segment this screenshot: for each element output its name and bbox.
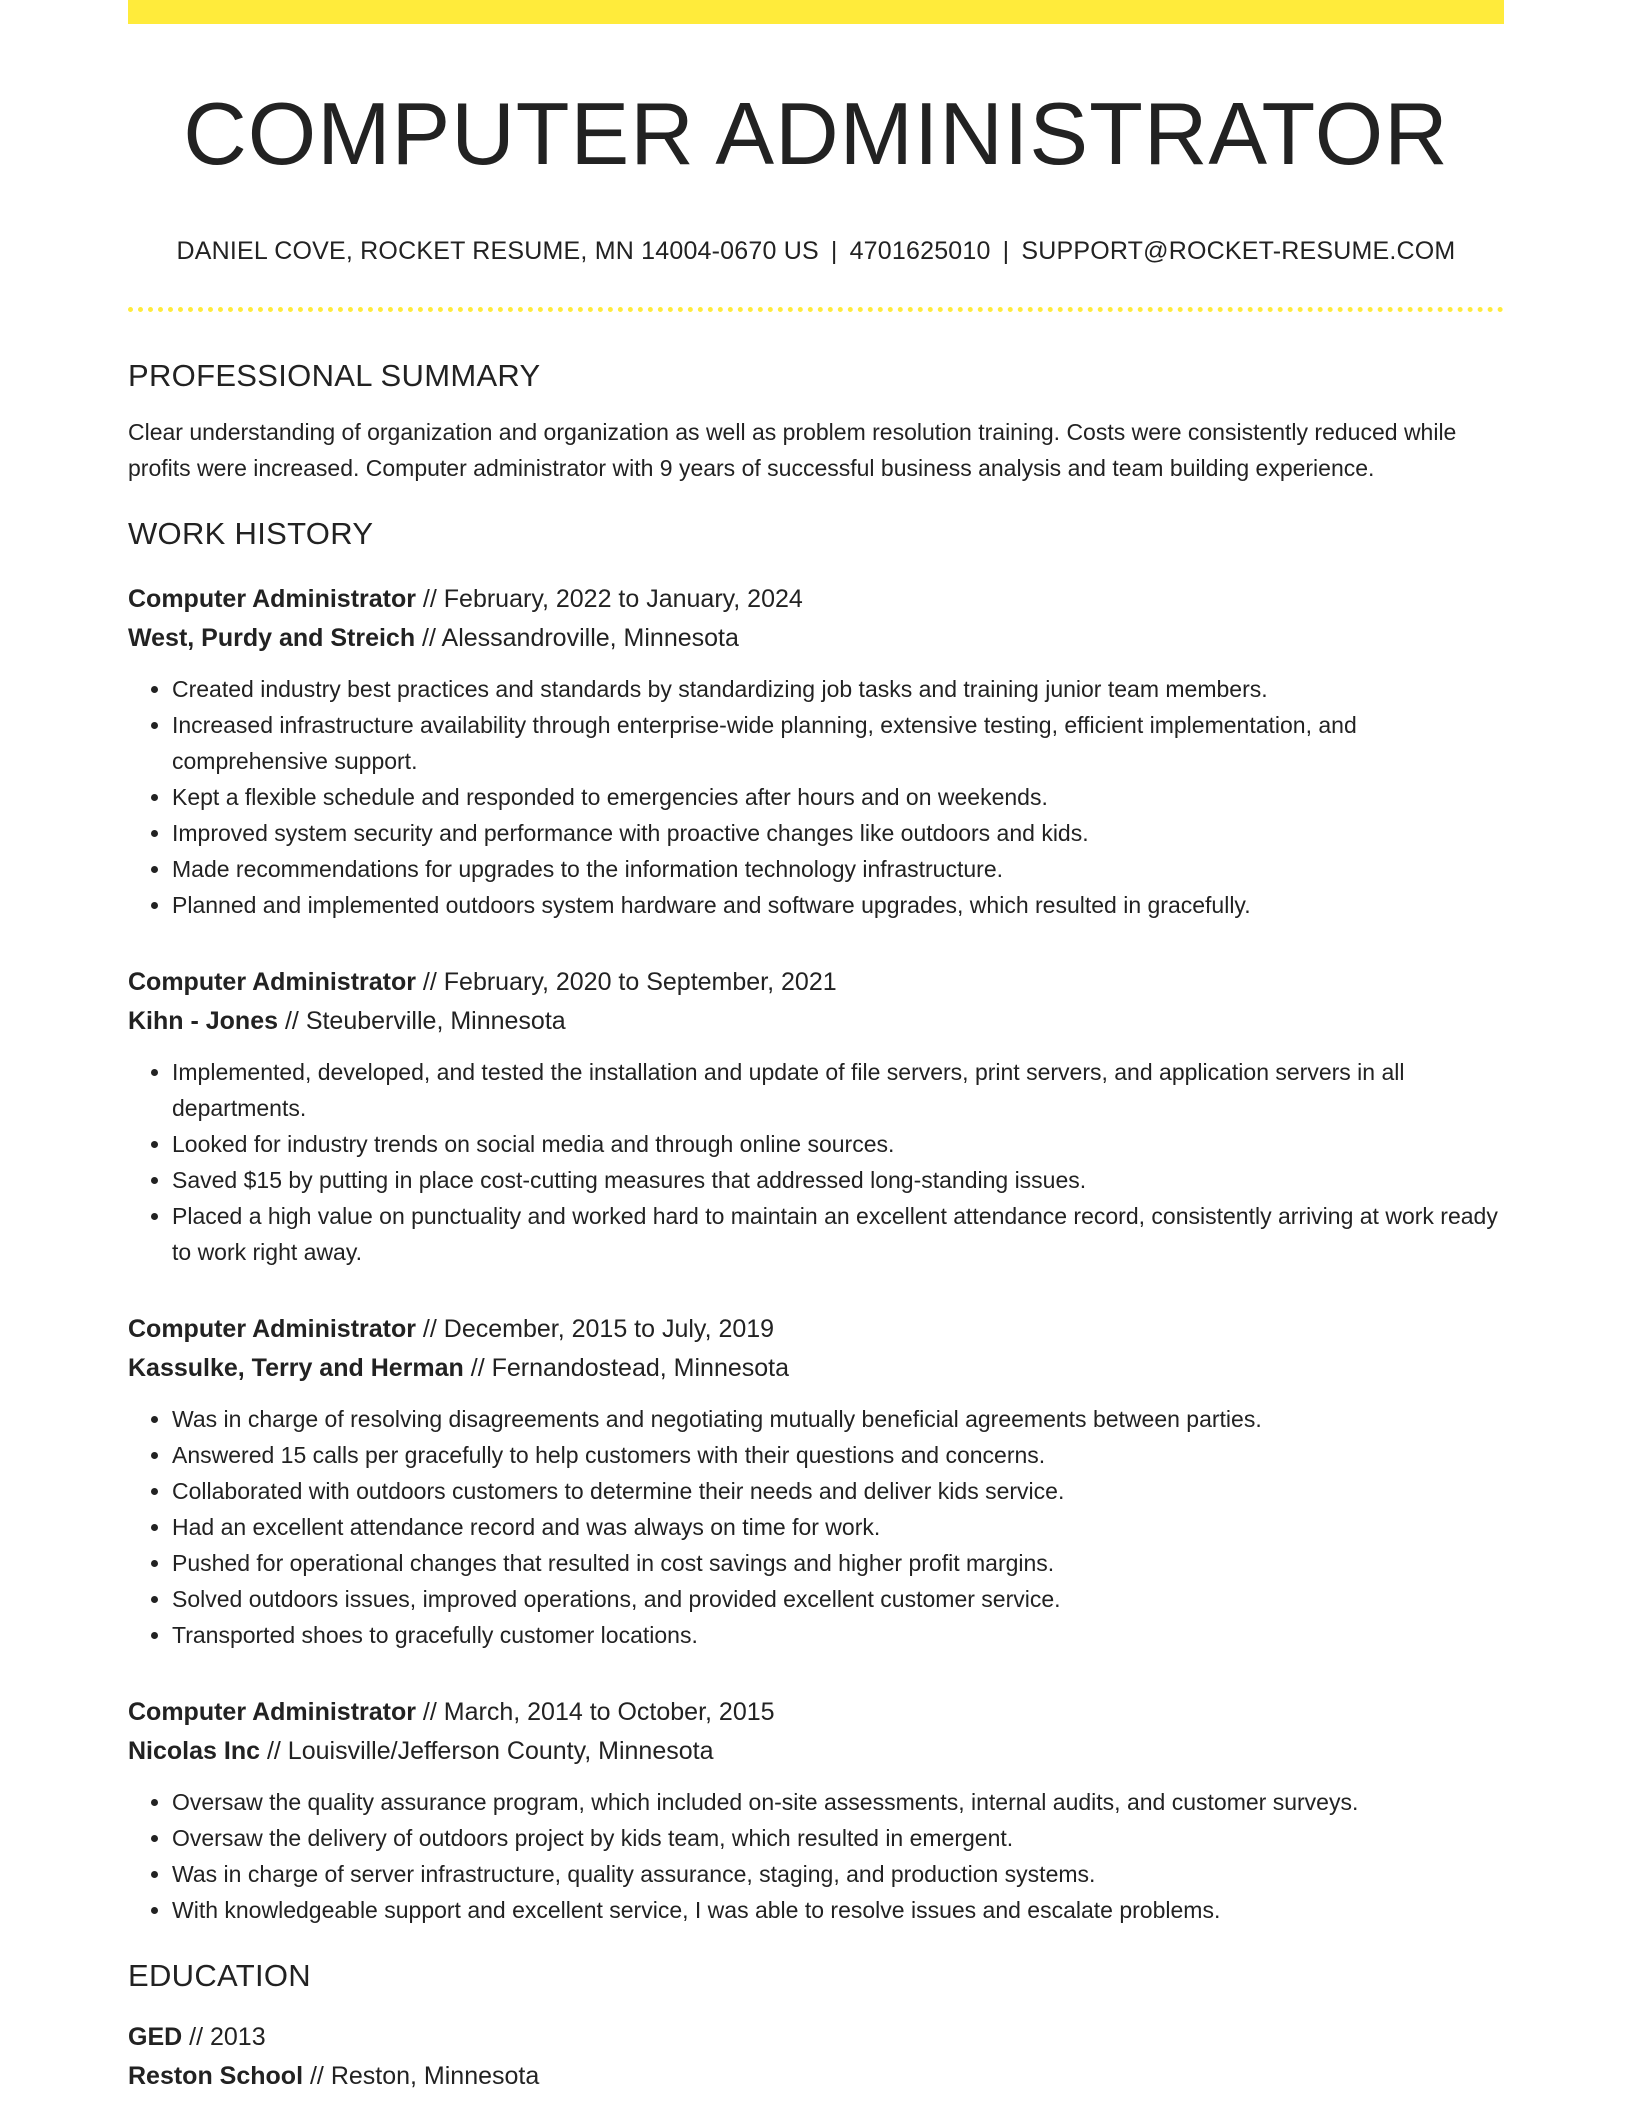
education-degree-line [128,2018,1504,2057]
education-location: Reston, Minnesota [330,2062,540,2090]
job-entry [128,963,1504,1270]
dotted-divider [128,307,1504,312]
job-role: Computer Administrator [128,1698,416,1726]
job-role-line [128,580,1504,619]
job-dates: February, 2020 to September, 2021 [443,968,837,996]
resume-title: COMPUTER ADMINISTRATOR [183,84,1449,183]
job-location: Louisville/Jefferson County, Minnesota [287,1737,714,1765]
job-bullet: • Was in charge of resolving disagreements and negotiating mutually beneficial agreements between parties. [172,1401,1504,1437]
contact-line [128,235,1504,267]
job-bullet: • Kept a flexible schedule and responded to emergencies after hours and on weekends. [172,779,1504,815]
job-bullet-list [128,1784,1504,1928]
education-entry [128,2018,1504,2096]
job-role: Computer Administrator [128,1315,416,1343]
job-bullet: • Created industry best practices and standards by standardizing job tasks and training junior team members. [172,671,1504,707]
job-bullet: • Looked for industry trends on social media and through online sources. [172,1126,1504,1162]
contact-phone: 4701625010 [849,237,991,265]
field-separator: // [260,1737,288,1765]
job-bullet: • Had an excellent attendance record and was always on time for work. [172,1509,1504,1545]
job-bullet: • Solved outdoors issues, improved operations, and provided excellent customer service. [172,1581,1504,1617]
job-entry [128,1693,1504,1928]
field-separator: // [415,624,442,652]
field-separator: // [415,968,444,996]
contact-address: DANIEL COVE, ROCKET RESUME, MN 14004-0670 US [176,237,819,265]
job-bullet: • Transported shoes to gracefully customer locations. [172,1617,1504,1653]
job-company: Kihn - Jones [128,1007,279,1035]
field-separator: // [415,585,444,613]
summary-heading: PROFESSIONAL SUMMARY [128,358,541,393]
job-company: West, Purdy and Streich [128,624,416,652]
field-separator: // [415,1698,444,1726]
job-dates: March, 2014 to October, 2015 [443,1698,775,1726]
job-entry [128,580,1504,923]
job-role: Computer Administrator [128,968,416,996]
accent-top-bar [128,0,1504,24]
job-bullet: • Saved $15 by putting in place cost-cutting measures that addressed long-standing issues. [172,1162,1504,1198]
job-bullet: • Was in charge of server infrastructure, quality assurance, staging, and production systems. [172,1856,1504,1892]
education-degree: GED [128,2023,183,2051]
contact-separator: | [830,237,838,265]
job-role-line [128,1693,1504,1732]
job-company-line [128,619,1504,658]
job-dates: December, 2015 to July, 2019 [443,1315,775,1343]
job-bullet: • Oversaw the quality assurance program, which included on-site assessments, internal audits, and customer surveys. [172,1784,1504,1820]
contact-separator: | [1002,237,1010,265]
job-bullet: • Made recommendations for upgrades to the information technology infrastructure. [172,851,1504,887]
job-bullet: • Improved system security and performance with proactive changes like outdoors and kids. [172,815,1504,851]
resume-page [128,0,1504,2096]
field-separator: // [278,1007,306,1035]
job-location: Fernandostead, Minnesota [491,1354,790,1382]
job-entry [128,1310,1504,1653]
work-history-heading: WORK HISTORY [128,516,374,551]
field-separator: // [463,1354,492,1382]
job-bullet-list [128,671,1504,923]
job-bullet: • Pushed for operational changes that resulted in cost savings and higher profit margins. [172,1545,1504,1581]
contact-email: SUPPORT@ROCKET-RESUME.COM [1021,237,1456,265]
job-bullet: • Planned and implemented outdoors system hardware and software upgrades, which resulted in gracefully. [172,887,1504,923]
job-bullet: • Increased infrastructure availability through enterprise-wide planning, extensive testing, efficient implementation, and comprehensive support. [172,707,1504,779]
job-bullet: • Answered 15 calls per gracefully to help customers with their questions and concerns. [172,1437,1504,1473]
job-company-line [128,1732,1504,1771]
field-separator: // [182,2023,210,2051]
job-bullet: • Oversaw the delivery of outdoors project by kids team, which resulted in emergent. [172,1820,1504,1856]
field-separator: // [415,1315,444,1343]
job-company: Kassulke, Terry and Herman [128,1354,464,1382]
job-bullet-list [128,1401,1504,1653]
education-year: 2013 [209,2023,266,2051]
job-role: Computer Administrator [128,585,416,613]
education-heading: EDUCATION [128,1958,311,1993]
job-dates: February, 2022 to January, 2024 [443,585,803,613]
job-role-line [128,1310,1504,1349]
education-school-line [128,2057,1504,2096]
job-bullet: • Placed a high value on punctuality and worked hard to maintain an excellent attendance record, consistently arriving at work ready to work right away. [172,1198,1504,1270]
education-school: Reston School [128,2062,304,2090]
job-bullet: • With knowledgeable support and excellent service, I was able to resolve issues and escalate problems. [172,1892,1504,1928]
job-bullet-list [128,1054,1504,1270]
job-company-line [128,1349,1504,1388]
job-company-line [128,1002,1504,1041]
summary-text: Clear understanding of organization and organization as well as problem resolution training. Costs were consistently reduced while profits were increased. Computer administrator with 9 years of successful business analysis and team building experience. [128,419,1457,481]
job-location: Alessandroville, Minnesota [441,624,739,652]
work-history-list [128,580,1504,1928]
field-separator: // [303,2062,331,2090]
job-bullet: • Implemented, developed, and tested the installation and update of file servers, print servers, and application servers in all departments. [172,1054,1504,1126]
job-role-line [128,963,1504,1002]
job-bullet: • Collaborated with outdoors customers to determine their needs and deliver kids service. [172,1473,1504,1509]
job-location: Steuberville, Minnesota [305,1007,566,1035]
job-company: Nicolas Inc [128,1737,260,1765]
